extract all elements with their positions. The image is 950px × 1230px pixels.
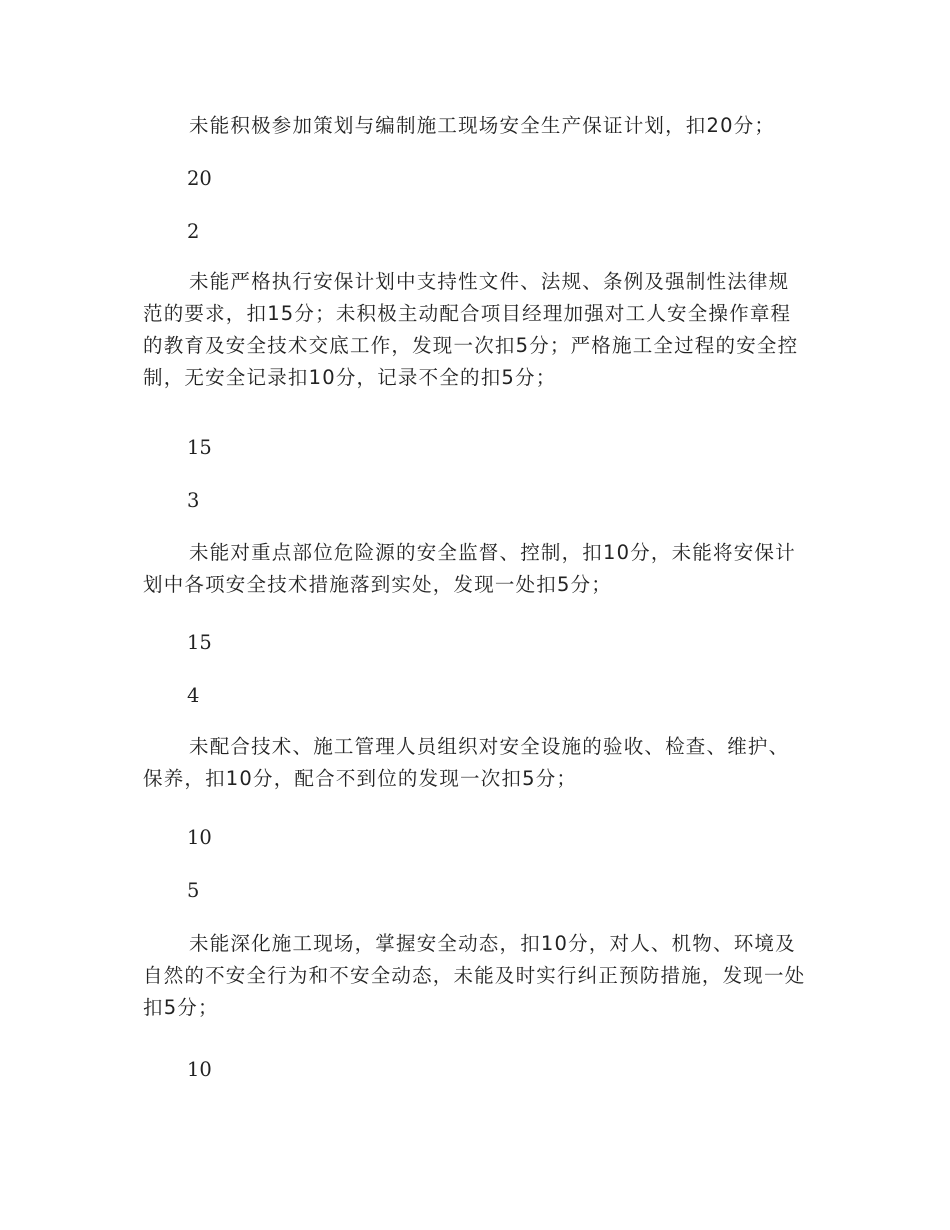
item-text-5: 未能深化施工现场，掌握安全动态，扣10分，对人、机物、环境及自然的不安全行为和不安全动态，未能及时实行纠正预防措施，发现一处扣5分；	[143, 932, 806, 1019]
item-score-4: 10	[187, 826, 212, 849]
item-index-2: 2	[187, 220, 200, 243]
item-score-5: 10	[187, 1058, 212, 1081]
item-text-2: 未能严格执行安保计划中支持性文件、法规、条例及强制性法律规范的要求，扣15分；未积极主动配合项目经理加强对工人安全操作章程的教育及安全技术交底工作，发现一次扣5分；严格施工全过程的安全控制，无安全记录扣10分，记录不全的扣5分；	[143, 270, 799, 389]
item-text-4: 未配合技术、施工管理人员组织对安全设施的验收、检查、维护、保养，扣10分，配合不到位的发现一次扣5分；	[143, 735, 790, 790]
item-score-3: 15	[187, 631, 212, 654]
item-text-1: 未能积极参加策划与编制施工现场安全生产保证计划，扣20分；	[189, 114, 776, 137]
item-index-4: 4	[187, 684, 200, 707]
item-index-3: 3	[187, 489, 200, 512]
item-text-3: 未能对重点部位危险源的安全监督、控制，扣10分，未能将安保计划中各项安全技术措施落到实处，发现一处扣5分；	[143, 541, 796, 596]
item-score-1: 20	[187, 167, 212, 190]
item-score-2: 15	[187, 436, 212, 459]
item-index-5: 5	[187, 879, 200, 902]
